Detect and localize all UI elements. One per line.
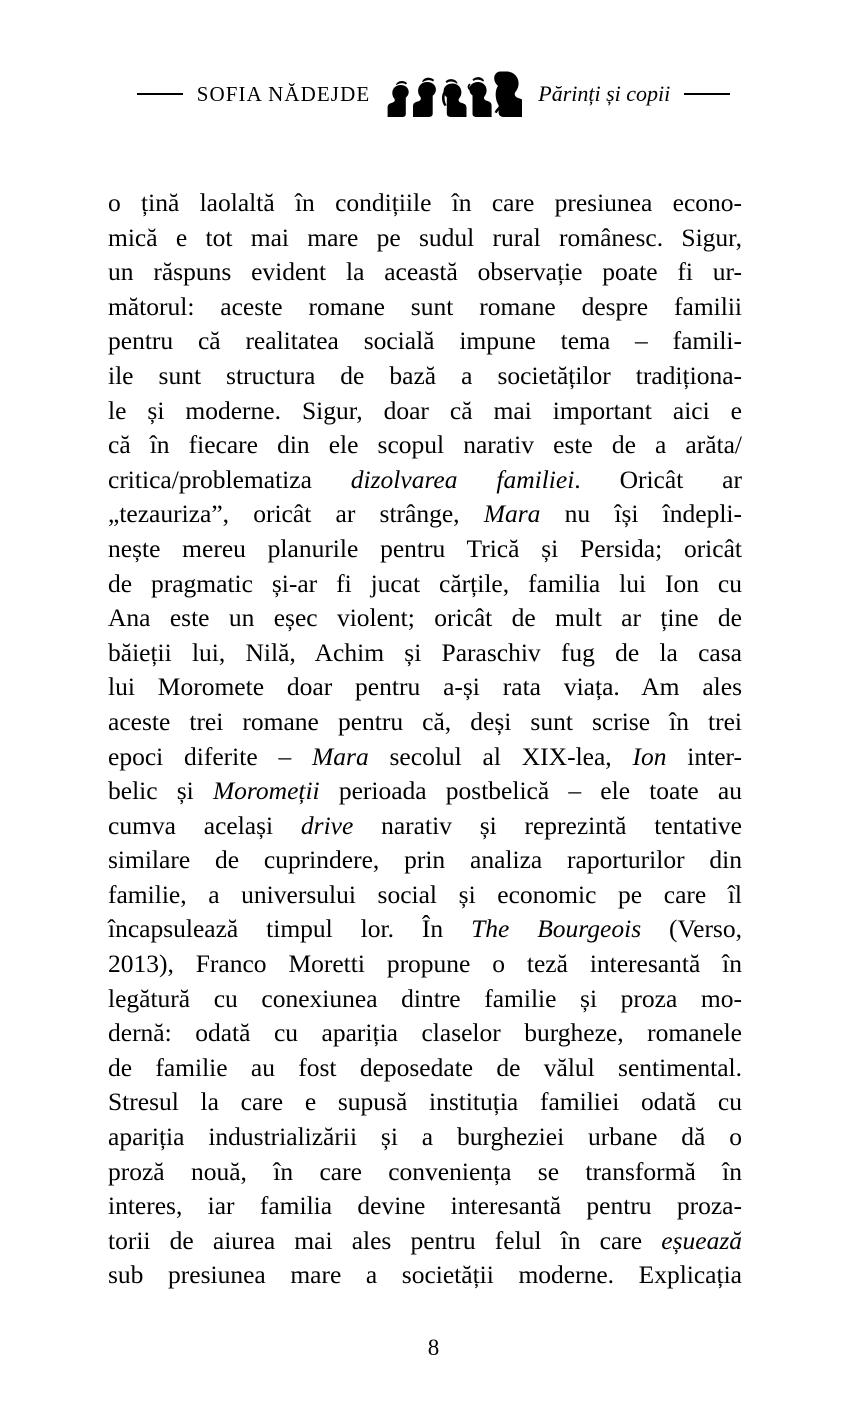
text-line: epoci diferite – Mara secolul al XIX-lea, Ion inter- xyxy=(108,741,743,771)
text-line: mică e tot mai mare pe sudul rural românesc. Sigur, xyxy=(108,222,742,252)
text-line: Stresul la care e supusă instituția familiei odată cu xyxy=(108,1087,742,1117)
text-line: încapsulează timpul lor. În The Bourgeois (Verso, xyxy=(108,914,742,944)
text-line: aceste trei romane pentru că, deși sunt scrise în trei xyxy=(108,706,742,736)
body-text xyxy=(108,186,742,1293)
text-line: similare de cuprindere, prin analiza raporturilor din xyxy=(108,845,742,875)
text-line: ile sunt structura de bază a societăților tradiționa- xyxy=(108,360,742,390)
header-rule-right xyxy=(684,93,730,95)
italic-phrase: The Bourgeois xyxy=(471,914,642,944)
text-line: belic și Moromeții perioada postbelică – ele toate au xyxy=(108,776,742,806)
italic-phrase: Mara xyxy=(483,499,541,529)
italic-phrase: Mara xyxy=(312,741,369,771)
running-head-title: Părinți și copii xyxy=(538,81,671,106)
text-line: sub presiunea mare a societății moderne. Explicația xyxy=(108,1260,742,1290)
text-line: un răspuns evident la această observație poate fi ur- xyxy=(108,257,742,287)
text-line: băieții lui, Nilă, Achim și Paraschiv fug de la casa xyxy=(108,637,742,667)
text-line: lui Moromete doar pentru a-și rata viața. Am ales xyxy=(108,672,742,702)
running-head xyxy=(0,72,867,116)
text-line: torii de aiurea mai ales pentru felul în care eșuează xyxy=(108,1225,742,1255)
text-line: dernă: odată cu apariția claselor burgheze, romanele xyxy=(108,1018,742,1048)
italic-phrase: Ion xyxy=(632,741,667,771)
text-line: proză nouă, în care conveniența se transformă în xyxy=(108,1156,742,1186)
family-silhouettes-ornament xyxy=(386,71,522,117)
text-line: de pragmatic și-ar fi jucat cărțile, familia lui Ion cu xyxy=(108,568,742,598)
text-line: de familie au fost deposedate de vălul sentimental. xyxy=(108,1052,742,1082)
text-line: pentru că realitatea socială impune tema – famili- xyxy=(108,326,742,356)
text-line: interes, iar familia devine interesantă pentru proza- xyxy=(108,1191,742,1221)
page-number: 8 xyxy=(427,1335,440,1360)
text-line: 2013), Franco Moretti propune o teză interesantă în xyxy=(108,949,742,979)
text-line: Ana este un eșec violent; oricât de mult ar ține de xyxy=(108,603,742,633)
text-line: că în fiecare din ele scopul narativ este de a arăta/ xyxy=(108,430,742,460)
italic-phrase: dizolvarea familiei xyxy=(350,464,575,494)
text-line: nește mereu planurile pentru Trică și Persida; oricât xyxy=(108,533,742,563)
text-line: mătorul: aceste romane sunt romane despre familii xyxy=(108,291,742,321)
header-rule-left xyxy=(137,93,183,95)
text-line: apariția industrializării și a burgheziei urbane dă o xyxy=(108,1122,742,1152)
text-line: cumva același drive narativ și reprezintă tentative xyxy=(108,810,742,840)
text-line: o țină laolaltă în condițiile în care presiunea econo- xyxy=(108,188,742,217)
text-line: legătură cu conexiunea dintre familie și proza mo- xyxy=(108,983,742,1013)
text-line: le și moderne. Sigur, doar că mai important aici e xyxy=(108,395,742,425)
italic-phrase: eșuează xyxy=(661,1225,742,1255)
text-line: critica/problematiza dizolvarea familiei. Oricât ar xyxy=(108,464,742,494)
running-head-author: SOFIA NĂDEJDE xyxy=(196,81,371,106)
text-line: familie, a universului social și economic pe care îl xyxy=(108,879,742,909)
italic-phrase: Moromeții xyxy=(212,776,320,806)
italic-phrase: drive xyxy=(300,810,354,840)
text-line: „tezauriza”, oricât ar strânge, Mara nu își îndepli- xyxy=(108,499,742,529)
